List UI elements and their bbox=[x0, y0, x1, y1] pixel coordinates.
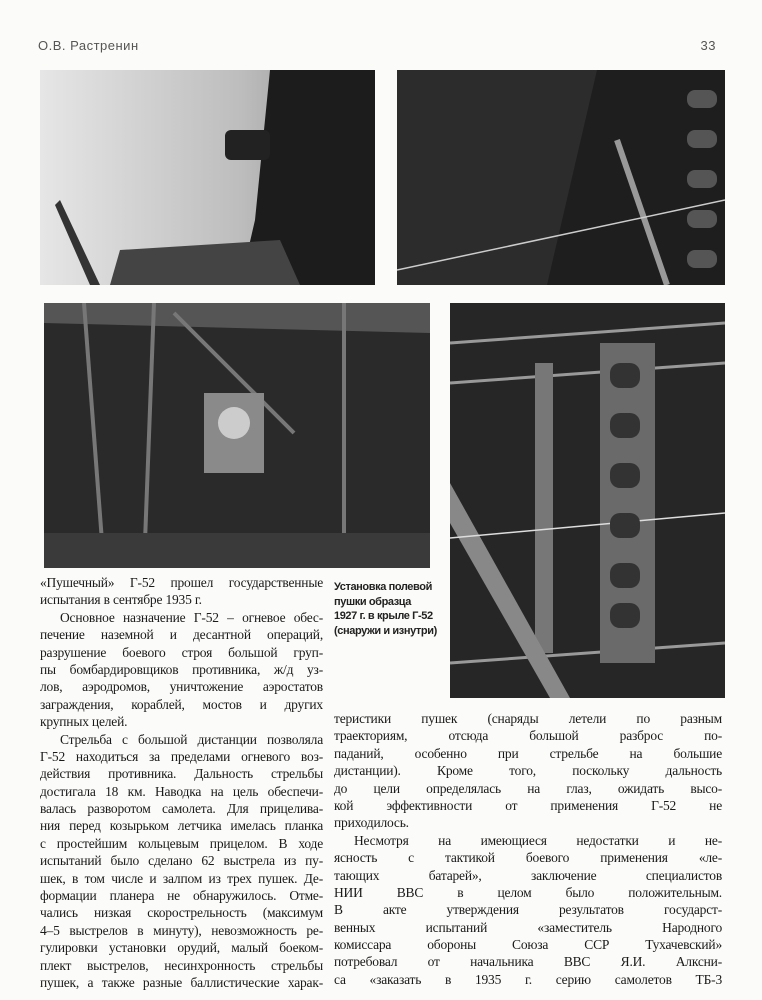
right-text-column bbox=[334, 710, 722, 988]
photo-wing-interior-full bbox=[450, 303, 725, 698]
text-line: Несмотря на имеющиеся недостатки и не- bbox=[354, 832, 722, 848]
text-line: ния перед козырьком летчика имелась планка bbox=[40, 818, 323, 834]
text-line: испытания в сентябре 1935 г. bbox=[40, 592, 202, 608]
text-line: достигала 18 км. Наводка на цель обеспечи- bbox=[40, 783, 323, 799]
photo-wing-interior-top bbox=[397, 70, 725, 285]
text-line: заграждения, кораблей, мостов и других bbox=[40, 696, 323, 712]
text-line: чались низкая скорострельность (максимум bbox=[40, 905, 323, 921]
text-line: гулировки установки орудий, малый боеком- bbox=[40, 940, 323, 956]
left-text-column bbox=[40, 574, 323, 991]
caption-line: пушки образца bbox=[334, 595, 412, 608]
text-line: теристики пушек (снаряды летели по разным bbox=[334, 711, 722, 726]
text-line: действия противника. Дальность стрельбы bbox=[40, 766, 323, 782]
text-line: тающих батарей», заключение специалистов bbox=[334, 867, 722, 883]
text-line: паданий, особенно при стрельбе на большие bbox=[334, 745, 722, 761]
photo-wing-gun-outside bbox=[40, 70, 375, 285]
text-line: Стрельба с большой дистанции позволяла bbox=[60, 731, 323, 747]
text-line: с простейшим кольцевым прицелом. В ходе bbox=[40, 835, 323, 851]
photo-caption bbox=[334, 580, 444, 638]
text-line: комиссара обороны Союза ССР Тухачевский» bbox=[334, 937, 722, 953]
text-line: венных испытаний «заместитель Народного bbox=[334, 919, 722, 935]
text-line: плект выстрелов, несинхронность стрельбы bbox=[40, 957, 323, 973]
text-line: ясность с тактикой боевого применения «ле- bbox=[334, 850, 722, 866]
text-line: испытаний было сделано 62 выстрела из пу- bbox=[40, 853, 323, 869]
text-line: лов, аэродромов, уничтожение аэростатов bbox=[40, 679, 323, 695]
photo-gun-mount-interior bbox=[44, 303, 430, 568]
text-line: разрушение боевого строя большой груп- bbox=[40, 644, 323, 660]
text-line: печение наземной и десантной операций, bbox=[40, 627, 323, 643]
text-line: приходилось. bbox=[334, 815, 409, 831]
text-line: кой эффективности от применения Г-52 не bbox=[334, 797, 722, 813]
text-line: са «заказать в 1935 г. серию самолетов ТБ-3 bbox=[334, 971, 722, 987]
text-line: валась разворотом самолета. Для прицелива- bbox=[40, 801, 323, 817]
text-line: формации планера не обнаружилось. Отме- bbox=[40, 888, 323, 904]
text-line: до цели определялась на глаз, ожидать высо- bbox=[334, 780, 722, 796]
text-line: 4–5 выстрелов в минуту), невозможность ре- bbox=[40, 922, 323, 938]
caption-line: Установка полевой bbox=[334, 581, 432, 593]
text-line: потребовал от начальника ВВС Я.И. Алксни- bbox=[334, 954, 722, 970]
text-line: траекториям, отсюда большой разброс по- bbox=[334, 728, 722, 744]
text-line: «Пушечный» Г-52 прошел государственные bbox=[40, 575, 323, 590]
text-line: Г-52 находиться за пределами огневого воз- bbox=[40, 748, 323, 764]
running-header-author: О.В. Растренин bbox=[38, 38, 139, 53]
caption-line: 1927 г. в крыле Г-52 bbox=[334, 610, 433, 622]
page-number: 33 bbox=[700, 38, 716, 53]
text-line: шек, в том числе и залпом из трех пушек. Де- bbox=[40, 870, 323, 886]
text-line: пы бомбардировщиков противника, ж/д уз- bbox=[40, 661, 323, 677]
text-line: дистанции). Кроме того, поскольку дальность bbox=[334, 763, 722, 779]
caption-line: (снаружи и изнутри) bbox=[334, 624, 437, 637]
text-line: В акте утверждения результатов государст- bbox=[334, 902, 722, 918]
text-line: пушек, а также разные баллистические харак- bbox=[40, 974, 323, 990]
text-line: крупных целей. bbox=[40, 714, 128, 730]
text-line: Основное назначение Г-52 – огневое обес- bbox=[60, 609, 323, 625]
text-line: НИИ ВВС в целом было положительным. bbox=[334, 884, 722, 900]
